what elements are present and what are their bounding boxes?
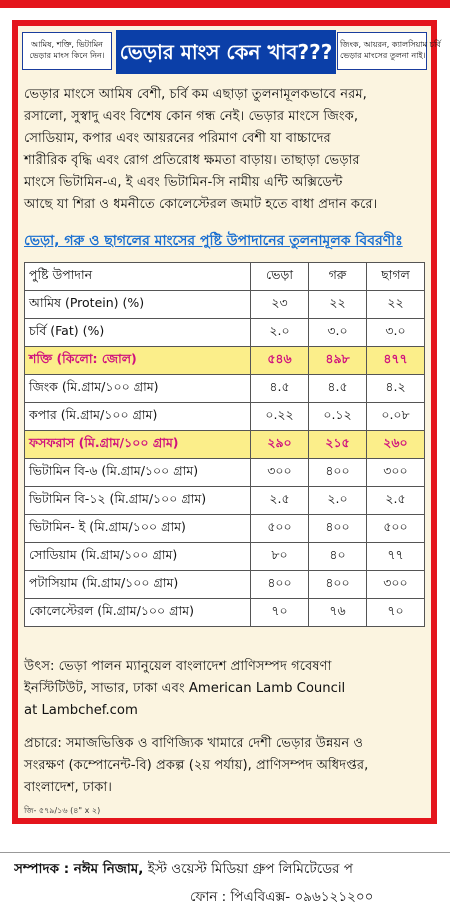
sheep-value-cell: ৪.৫ [251, 375, 309, 403]
sheep-value-cell: ২.০ [251, 319, 309, 347]
sheep-value-cell: ২৯০ [251, 431, 309, 459]
sheep-value-cell: ৫০০ [251, 515, 309, 543]
sheep-value-cell: ৭০ [251, 599, 309, 627]
column-header-goat: ছাগল [367, 263, 425, 291]
table-body [25, 291, 425, 627]
header-left-line: আমিষ, শক্তি, ভিটামিন [31, 40, 103, 49]
cow-value-cell: ৪০ [309, 543, 367, 571]
sheep-value-cell: ৫৪৬ [251, 347, 309, 375]
cow-value-cell: ০.১২ [309, 403, 367, 431]
column-header-sheep: ভেড়া [251, 263, 309, 291]
table-row [25, 403, 425, 431]
sheep-value-cell: ৮০ [251, 543, 309, 571]
sheep-value-cell: ৪০০ [251, 571, 309, 599]
nutrient-cell: কোলেস্টেরল (মি.গ্রাম/১০০ গ্রাম) [25, 599, 251, 627]
sheep-value-cell: ৩০০ [251, 459, 309, 487]
intro-line: মাংসে ভিটামিন-এ, ই এবং ভিটামিন-সি নামীয় এন্টি অক্সিডেন্ট [24, 175, 343, 190]
header-left-line: ভেড়ার মাংস কিনে নিন। [29, 51, 105, 60]
sheep-value-cell: ২৩ [251, 291, 309, 319]
column-header-nutrient: পুষ্টি উপাদান [25, 263, 251, 291]
promotion-note [24, 733, 424, 799]
cow-value-cell: ২২ [309, 291, 367, 319]
header-right-line: জিংক, আয়রন, ক্যালসিয়াম চর্বি [340, 40, 441, 49]
cow-value-cell: ৪.৫ [309, 375, 367, 403]
table-row [25, 515, 425, 543]
header-left-box [22, 32, 112, 70]
cow-value-cell: ৩.০ [309, 319, 367, 347]
table-header-row [25, 263, 425, 291]
nutrient-cell: জিংক (মি.গ্রাম/১০০ গ্রাম) [25, 375, 251, 403]
promo-line: বাংলাদেশ, ঢাকা। [24, 780, 112, 795]
table-row [25, 543, 425, 571]
intro-line: ভেড়ার মাংসে আমিষ বেশী, চর্বি কম এছাড়া তুলনামূলকভাবে নরম, [24, 87, 367, 102]
footer-divider [0, 852, 450, 853]
nutrient-cell: আমিষ (Protein) (%) [25, 291, 251, 319]
nutrient-cell: ফসফরাস (মি.গ্রাম/১০০ গ্রাম) [25, 431, 251, 459]
publisher-text: ইস্ট ওয়েস্ট মিডিয়া গ্রুপ লিমিটেডের প [143, 861, 353, 877]
goat-value-cell: ৫০০ [367, 515, 425, 543]
intro-line: শারীরিক বৃদ্ধি এবং রোগ প্রতিরোধ ক্ষমতা বাড়ায়। তাছাড়া ভেড়ার [24, 153, 360, 168]
intro-line: সোডিয়াম, কপার এবং আয়রনের পরিমাণ বেশী যা বাচ্চাদের [24, 131, 331, 146]
table-row [25, 375, 425, 403]
goat-value-cell: ৪.২ [367, 375, 425, 403]
nutrient-cell: ভিটামিন বি-১২ (মি.গ্রাম/১০০ গ্রাম) [25, 487, 251, 515]
cow-value-cell: ৪৯৮ [309, 347, 367, 375]
nutrition-comparison-table [24, 262, 425, 627]
cow-value-cell: ৭৬ [309, 599, 367, 627]
intro-line: আছে যা শিরা ও ধমনীতে কোলেস্টেরল জমাট হতে বাধা প্রদান করে। [24, 197, 378, 212]
table-row [25, 487, 425, 515]
phone-line: ফোন : পিএবিএক্স- ০৯৬১২১২০০ [190, 889, 374, 905]
table-row [25, 571, 425, 599]
cow-value-cell: ৪০০ [309, 515, 367, 543]
cow-value-cell: ২.০ [309, 487, 367, 515]
table-row [25, 347, 425, 375]
nutrient-cell: ভিটামিন বি-৬ (মি.গ্রাম/১০০ গ্রাম) [25, 459, 251, 487]
nutrient-cell: কপার (মি.গ্রাম/১০০ গ্রাম) [25, 403, 251, 431]
cow-value-cell: ২১৫ [309, 431, 367, 459]
promo-line: সংরক্ষণ (কম্পোনেন্ট-বি) প্রকল্প (২য় পর্যায়), প্রাণিসম্পদ অধিদপ্তর, [24, 758, 369, 773]
intro-line: রসালো, সুস্বাদু এবং বিশেষ কোন গন্ধ নেই। ভেড়ার মাংসে জিংক, [24, 109, 359, 124]
promo-line: প্রচারে: সমাজভিত্তিক ও বাণিজ্যিক খামারে দেশী ভেড়ার উন্নয়ন ও [24, 736, 364, 751]
advertisement-panel [12, 20, 441, 824]
source-line: ইনস্টিটিউট, সাভার, ঢাকা এবং American Lamb Council [24, 681, 346, 696]
goat-value-cell: ৩০০ [367, 571, 425, 599]
sheep-value-cell: ২.৫ [251, 487, 309, 515]
table-row [25, 291, 425, 319]
table-heading: ভেড়া, গরু ও ছাগলের মাংসের পুষ্টি উপাদানের তুলনামূলক বিবরণীঃ [24, 233, 403, 249]
sheep-value-cell: ০.২২ [251, 403, 309, 431]
nutrient-cell: শক্তি (কিলো: জোল) [25, 347, 251, 375]
source-line: at Lambchef.com [24, 703, 138, 718]
nutrient-cell: সোডিয়াম (মি.গ্রাম/১০০ গ্রাম) [25, 543, 251, 571]
top-red-strip [0, 0, 450, 8]
goat-value-cell: ৩০০ [367, 459, 425, 487]
intro-paragraph [24, 84, 424, 216]
goat-value-cell: ২২ [367, 291, 425, 319]
goat-value-cell: ২.৫ [367, 487, 425, 515]
goat-value-cell: ৪৭৭ [367, 347, 425, 375]
column-header-cow: গরু [309, 263, 367, 291]
goat-value-cell: ৭০ [367, 599, 425, 627]
table-row [25, 599, 425, 627]
nutrient-cell: পটাসিয়াম (মি.গ্রাম/১০০ গ্রাম) [25, 571, 251, 599]
cow-value-cell: ৪০০ [309, 459, 367, 487]
ad-code: জি- ৫৭৯/১৬ (৪" x ২) [24, 806, 101, 815]
editor-label: সম্পাদক : নঈম নিজাম, [14, 861, 144, 877]
ad-title: ভেড়ার মাংস কেন খাব??? [116, 30, 336, 74]
table-row [25, 319, 425, 347]
goat-value-cell: ২৬০ [367, 431, 425, 459]
header-right-box [337, 32, 441, 70]
cow-value-cell: ৪০০ [309, 571, 367, 599]
header-right-line: ভেড়ার মাংসের তুলনা নাই। [340, 51, 426, 60]
goat-value-cell: ০.০৮ [367, 403, 425, 431]
nutrient-cell: চর্বি (Fat) (%) [25, 319, 251, 347]
table-row [25, 459, 425, 487]
table-row [25, 431, 425, 459]
source-note [24, 656, 424, 722]
editor-line [14, 858, 450, 881]
source-line: উৎস: ভেড়া পালন ম্যানুয়েল বাংলাদেশ প্রাণিসম্পদ গবেষণা [24, 659, 332, 674]
nutrient-cell: ভিটামিন- ই (মি.গ্রাম/১০০ গ্রাম) [25, 515, 251, 543]
ad-header [22, 30, 441, 76]
goat-value-cell: ৭৭ [367, 543, 425, 571]
goat-value-cell: ৩.০ [367, 319, 425, 347]
